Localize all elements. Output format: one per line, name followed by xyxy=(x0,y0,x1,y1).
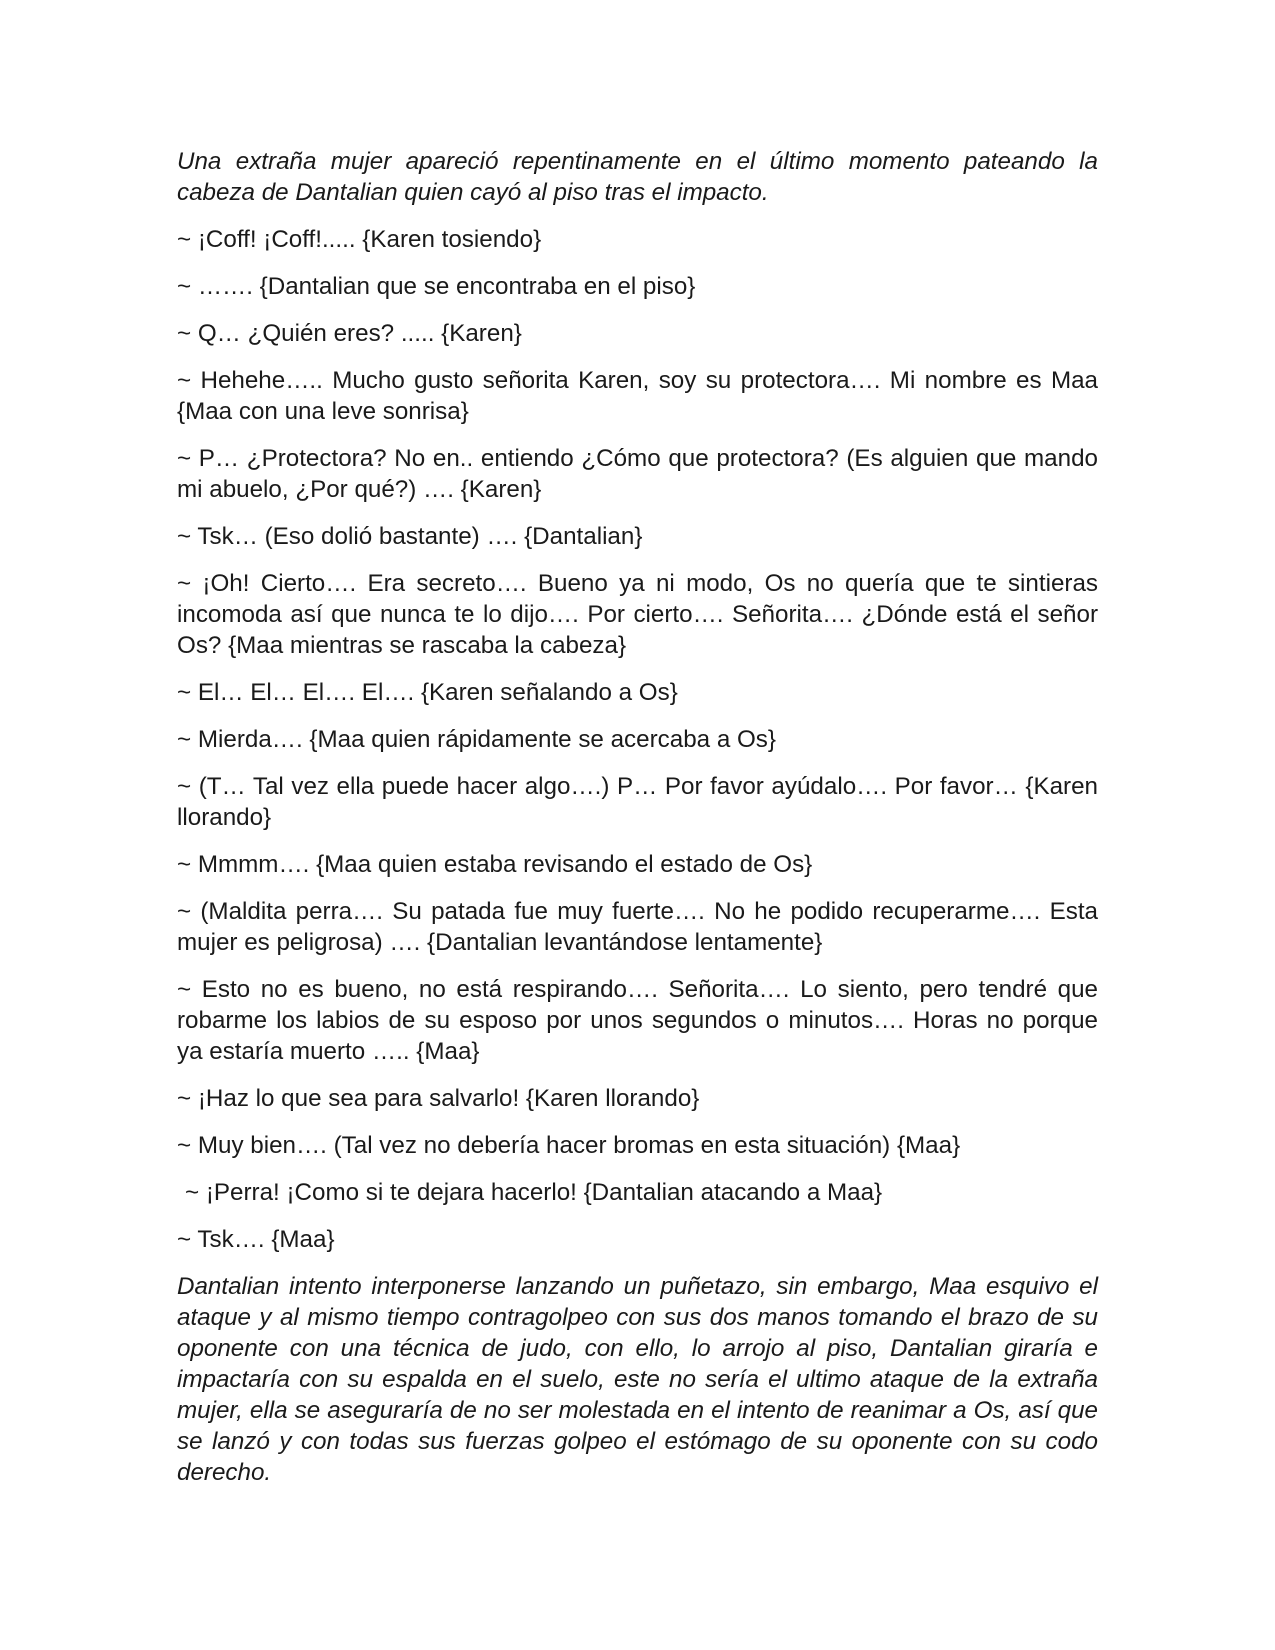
dialogue-line: ~ Q… ¿Quién eres? ..... {Karen} xyxy=(177,320,522,347)
dialogue-line: ~ ¡Haz lo que sea para salvarlo! {Karen llorando} xyxy=(177,1085,700,1112)
document-page xyxy=(177,146,1098,1504)
dialogue-line: ~ (Maldita perra…. Su patada fue muy fuerte…. No he podido recuperarme…. Esta mujer es peligrosa) …. {Dantalian levantándose lentamente} xyxy=(177,898,1098,956)
dialogue-line: ~ El… El… El…. El…. {Karen señalando a Os} xyxy=(177,679,678,706)
dialogue-line: ~ Mmmm…. {Maa quien estaba revisando el estado de Os} xyxy=(177,851,813,878)
dialogue-line: ~ ¡Oh! Cierto…. Era secreto…. Bueno ya ni modo, Os no quería que te sintieras incomoda así que nunca te lo dijo…. Por cierto…. Señorita…. ¿Dónde está el señor Os? {Maa mientras se rascaba la cabeza} xyxy=(177,570,1098,659)
dialogue-line: ~ Tsk… (Eso dolió bastante) …. {Dantalian} xyxy=(177,523,643,550)
dialogue-line: ~ ¡Coff! ¡Coff!..... {Karen tosiendo} xyxy=(177,226,542,253)
narration-paragraph: Dantalian intento interponerse lanzando un puñetazo, sin embargo, Maa esquivo el ataque y al mismo tiempo contragolpeo con sus dos manos tomando el brazo de su oponente con una técnica de judo, con ello, lo arrojo al piso, Dantalian giraría e impactaría con su espalda en el suelo, este no sería el ultimo ataque de la extraña mujer, ella se aseguraría de no ser molestada en el intento de reanimar a Os, así que se lanzó y con todas sus fuerzas golpeo el estómago de su oponente con su codo derecho. xyxy=(177,1273,1098,1486)
dialogue-line: ~ ¡Perra! ¡Como si te dejara hacerlo! {Dantalian atacando a Maa} xyxy=(185,1179,883,1206)
dialogue-line: ~ (T… Tal vez ella puede hacer algo….) P… Por favor ayúdalo…. Por favor… {Karen llorando} xyxy=(177,773,1098,831)
dialogue-line: ~ Muy bien…. (Tal vez no debería hacer bromas en esta situación) {Maa} xyxy=(177,1132,961,1159)
dialogue-line: ~ Hehehe….. Mucho gusto señorita Karen, soy su protectora…. Mi nombre es Maa {Maa con una leve sonrisa} xyxy=(177,367,1098,425)
dialogue-line: ~ Esto no es bueno, no está respirando…. Señorita…. Lo siento, pero tendré que robarme los labios de su esposo por unos segundos o minutos…. Horas no porque ya estaría muerto ….. {Maa} xyxy=(177,976,1098,1065)
narration-paragraph: Una extraña mujer apareció repentinamente en el último momento pateando la cabeza de Dantalian quien cayó al piso tras el impacto. xyxy=(177,148,1098,206)
dialogue-line: ~ Tsk…. {Maa} xyxy=(177,1226,335,1253)
dialogue-line: ~ P… ¿Protectora? No en.. entiendo ¿Cómo que protectora? (Es alguien que mando mi abuelo, ¿Por qué?) …. {Karen} xyxy=(177,445,1098,503)
dialogue-line: ~ ……. {Dantalian que se encontraba en el piso} xyxy=(177,273,696,300)
dialogue-line: ~ Mierda…. {Maa quien rápidamente se acercaba a Os} xyxy=(177,726,776,753)
